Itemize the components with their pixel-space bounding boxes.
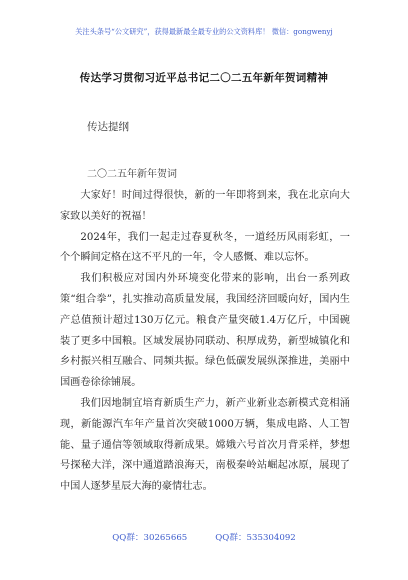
- footer-qq-group-1: QQ群：30265665: [112, 533, 188, 543]
- paragraph: 我们积极应对国内外环境变化带来的影响，出台一系列政策“组合拳”，扎实推动高质量发展，我国经济回暖向好，国内生产总值预计超过130万亿元。粮食产量突破1.4万亿斤，中国碗装了更多中国粮。区域发展协同联动、积厚成势，新型城镇化和乡村振兴相互融合、同频共振。绿色低碳发展纵深推进，美丽中国画卷徐徐铺展。: [60, 273, 350, 389]
- header-promo-note: 关注头条号“公文研究”，获得最新最全最专业的公文资料库！ 微信：gongwenyj: [75, 27, 333, 36]
- document-body: [60, 186, 350, 498]
- section-title: 二〇二五年新年贺词: [87, 169, 177, 180]
- document-title: 传达学习贯彻习近平总书记二〇二五年新年贺词精神: [79, 72, 329, 84]
- paragraph: 2024年，我们一起走过春夏秋冬，一道经历风雨彩虹，一个个瞬间定格在这不平凡的一年，令人感慨、难以忘怀。: [60, 231, 350, 264]
- paragraph: 我们因地制宜培育新质生产力，新产业新业态新模式竞相涌现，新能源汽车年产量首次突破1000万辆，集成电路、人工智能、量子通信等领域取得新成果。嫦娥六号首次月背采样，梦想号探秘大洋，深中通道踏浪海天，南极秦岭站崛起冰原，展现了中国人逐梦星辰大海的豪情壮志。: [60, 397, 350, 493]
- footer: [0, 531, 408, 543]
- subheading: 传达提纲: [87, 121, 129, 133]
- footer-qq-group-2: QQ群：535304092: [215, 533, 296, 543]
- paragraph: 大家好！时间过得很快，新的一年即将到来，我在北京向大家致以美好的祝福！: [60, 190, 350, 222]
